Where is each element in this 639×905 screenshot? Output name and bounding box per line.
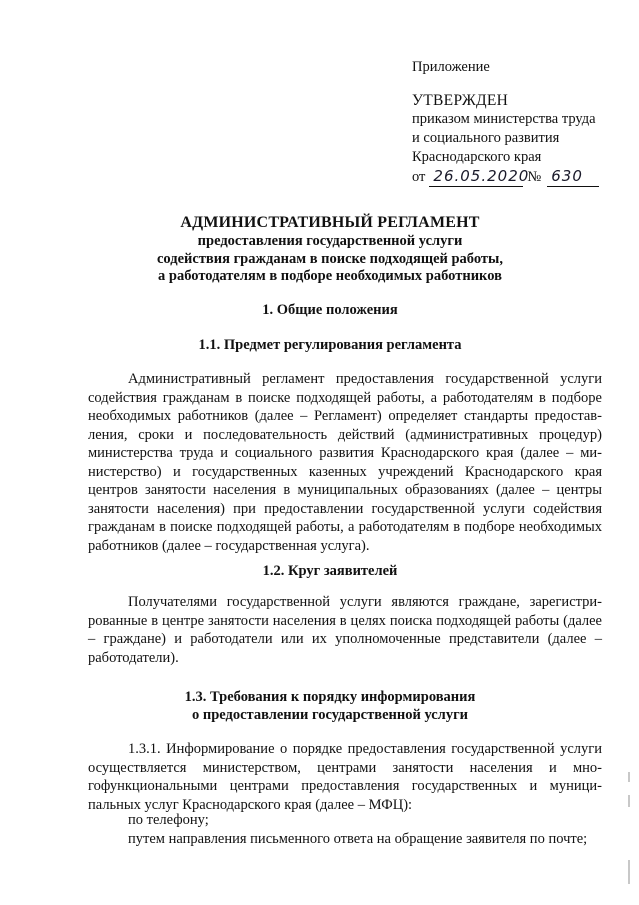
heading-line: 1.3. Требования к порядку информирования xyxy=(184,689,476,705)
scan-mark xyxy=(628,860,630,884)
section-heading-1-2: 1.2. Круг заявителей xyxy=(262,563,398,579)
approved-label: УТВЕРЖДЕН xyxy=(412,92,509,109)
approval-date-line xyxy=(412,167,627,187)
approval-line: приказом министерства труда xyxy=(412,111,596,127)
section-heading-1-3 xyxy=(60,688,600,724)
paragraph-1-3-1: 1.3.1. Информирование о порядке предоставления государственной услуги осуществляется министерством, центрами занятости населения и многофункциональными центрами предоставления государственных и муниципальных услуг Краснодарского края (далее – МФЦ): xyxy=(88,741,602,813)
section-heading-1-1: 1.1. Предмет регулирования регламента xyxy=(198,337,462,353)
approval-line: и социального развития xyxy=(412,130,560,146)
number-sign: № xyxy=(527,169,542,185)
approval-line: Краснодарского края xyxy=(412,149,542,165)
document-title xyxy=(60,213,600,286)
section-heading-1: 1. Общие положения xyxy=(262,302,398,318)
paragraph-1-2: Получателями государственной услуги являются граждане, зарегистрированные в центре занятости населения в целях поиска подходящей работы (далее – граждане) и работодатели или их уполномоченные представители (далее – работодатели). xyxy=(88,594,602,666)
list-item: по телефону; xyxy=(128,812,209,828)
handwritten-number: 630 xyxy=(547,167,599,187)
heading-line: о предоставлении государственной услуги xyxy=(191,707,469,723)
date-prefix: от xyxy=(412,169,426,185)
title-main: АДМИНИСТРАТИВНЫЙ РЕГЛАМЕНТ xyxy=(180,214,480,231)
approval-block xyxy=(412,58,627,187)
scan-mark xyxy=(628,772,630,782)
scan-mark xyxy=(628,795,630,807)
title-line: а работодателям в подборе необходимых работников xyxy=(158,268,502,284)
paragraph-1-1: Административный регламент предоставления государственной услуги содействия гражданам в поиске подходящей работы, а работодателям в подборе необходимых работников (далее – Регламент) определяет стандарты предоставления, сроки и последовательность действий (административных процедур) министерства труда и социального развития Краснодарского края (далее – министерство) и государственных казенных учреждений Краснодарского края центров занятости населения в муниципальных образованиях (далее – центры занятости населения) при предоставлении государственной услуги содействия гражданам в поиске подходящей работы, а работодателям в подборе необходимых работников (далее – государственная услуга). xyxy=(88,371,602,554)
appendix-label: Приложение xyxy=(412,59,490,75)
title-line: предоставления государственной услуги xyxy=(197,233,463,249)
title-line: содействия гражданам в поиске подходящей работы, xyxy=(156,250,503,267)
list-item: путем направления письменного ответа на обращение заявителя по почте; xyxy=(128,831,588,847)
handwritten-date: 26.05.2020 xyxy=(429,167,523,187)
